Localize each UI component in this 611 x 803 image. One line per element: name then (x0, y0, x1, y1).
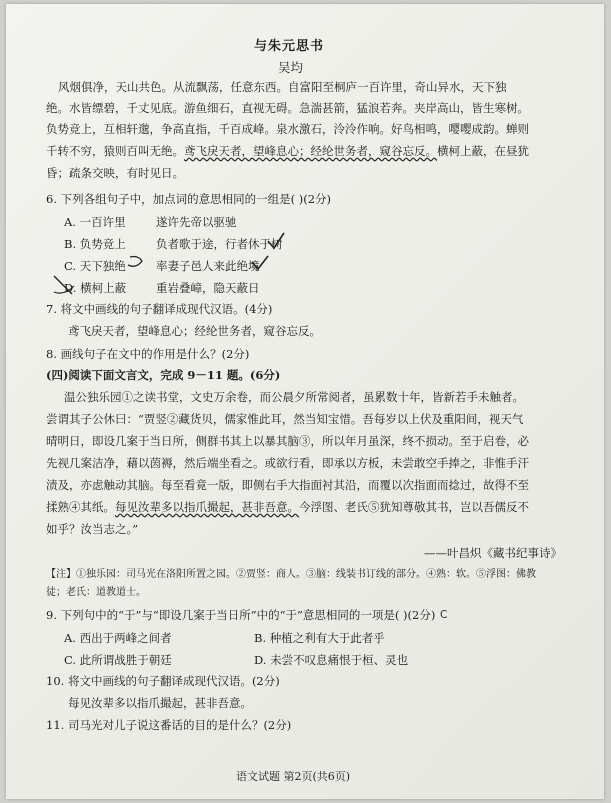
q9-handwritten-answer: C (440, 609, 448, 621)
q9-option-b: B. 种植之利有大于此者乎 (254, 631, 385, 645)
question-7-sentence: 鸢飞戾天者，望峰息心；经纶世务者，窥谷忘反。 (68, 324, 321, 338)
passage-title: 与朱元思书 (254, 39, 325, 54)
q9-option-a: A. 西出于两峰之间者 (64, 631, 172, 645)
question-10-stem: 10. 将文中画线的句子翻译成现代汉语。(2分) (46, 674, 280, 688)
q6-option-d-pair: 重岩叠嶂，隐天蔽日 (156, 281, 260, 295)
q6-option-b-label: B. 负势竞上 (64, 237, 126, 251)
question-7-stem: 7. 将文中画线的句子翻译成现代汉语。(4分) (46, 302, 273, 316)
notes-line: 徒；老氏：道教道士。 (46, 587, 146, 598)
passage2-line: 晴明日，即设几案于当日所，侧群书其上以暴其脑③，所以年月虽深，终不损动。至于启卷，必 (46, 434, 529, 448)
passage-line: 风烟俱净，天山共色。从流飘荡，任意东西。自富阳至桐庐一百许里，奇山异水，天下独 (58, 80, 507, 94)
q9-option-c: C. 此所谓战胜于朝廷 (64, 653, 172, 667)
q6-option-a-pair: 遂许先帝以驱驰 (156, 215, 237, 229)
page-footer: 语文试题 第2页(共6页) (236, 770, 351, 783)
q9-option-d: D. 未尝不叹息痛恨于桓、灵也 (254, 653, 409, 667)
passage-line: 负势竞上，互相轩邈，争高直指，千百成峰。泉水激石，泠泠作响。好鸟相鸣，嘤嘤成韵。蝉则 (46, 122, 529, 136)
passage2-line: 尝谓其子公休曰：“贾竖②藏货贝，儒家惟此耳，然当知宝惜。吾每岁以上伏及重阳间，视天气 (46, 412, 524, 426)
passage-author: 吴均 (278, 60, 304, 75)
passage2-source: ——叶昌炽《藏书纪事诗》 (424, 546, 562, 560)
question-11-stem: 11. 司马光对儿子说这番话的目的是什么？(2分) (46, 718, 292, 732)
q6-option-a-label: A. 一百许里 (64, 215, 126, 229)
passage-line (46, 144, 529, 158)
section-4-heading: (四)阅读下面文言文，完成 9－11 题。(6分) (46, 368, 281, 382)
passage2-line: 渍及，亦虑触动其脑。每至看竟一版，即侧右手大指面衬其沿，而覆以次指面而捻过，故得不至 (46, 478, 529, 492)
passage-text: 横柯上蔽，在昼犹 (437, 144, 529, 158)
passage2-text: 今浮图、老氏⑤犹知尊敬其书，岂以吾儒反不 (299, 500, 529, 514)
passage2-line (46, 500, 529, 514)
passage2-line: 如乎？汝当志之。” (46, 522, 139, 536)
passage-line: 昏；疏条交映，有时见日。 (46, 166, 184, 180)
q6-option-b-pair: 负者歌于途，行者休于树 (156, 237, 283, 251)
passage2-underlined-sentence: 每见汝辈多以指爪撮起，甚非吾意。 (115, 500, 299, 514)
passage2-line: 温公独乐园①之读书堂，文史万余卷，而公晨夕所常阅者，虽累数十年，皆新若手未触者。 (64, 390, 524, 404)
question-6-stem: 6. 下列各组句子中，加点词的意思相同的一组是( )(2分) (46, 192, 332, 206)
notes-line: 【注】①独乐园：司马光在洛阳所置之园。②贾竖：商人。③脑：线装书订线的部分。④熟：软。⑤浮图：佛教 (46, 569, 536, 580)
question-10-sentence: 每见汝辈多以指爪撮起，甚非吾意。 (68, 696, 252, 710)
passage-line: 绝。水皆缥碧，千丈见底。游鱼细石，直视无碍。急湍甚箭，猛浪若奔。夹岸高山，皆生寒树。 (46, 101, 529, 115)
q6-option-d-label: D. 横柯上蔽 (64, 281, 127, 295)
passage-text: 千转不穷，猿则百叫无绝。 (46, 144, 184, 158)
q6-option-c-pair: 率妻子邑人来此绝境 (156, 259, 260, 273)
underlined-sentence: 鸢飞戾天者，望峰息心；经纶世务者，窥谷忘反。 (184, 144, 437, 158)
passage2-text: 揉熟④其纸。 (46, 500, 115, 514)
question-9-stem: 9. 下列句中的“于”与“即设几案于当日所”中的“于”意思相同的一项是( )(2分) (46, 608, 436, 622)
question-8-stem: 8. 画线句子在文中的作用是什么？(2分) (46, 347, 250, 361)
passage2-line: 先视几案洁净，藉以茵褥，然后端坐看之。或欲行看，即承以方板，未尝敢空手捧之，非惟手汗 (46, 456, 529, 470)
q6-option-c-label: C. 天下独绝 (64, 259, 126, 273)
exam-page (6, 4, 604, 799)
